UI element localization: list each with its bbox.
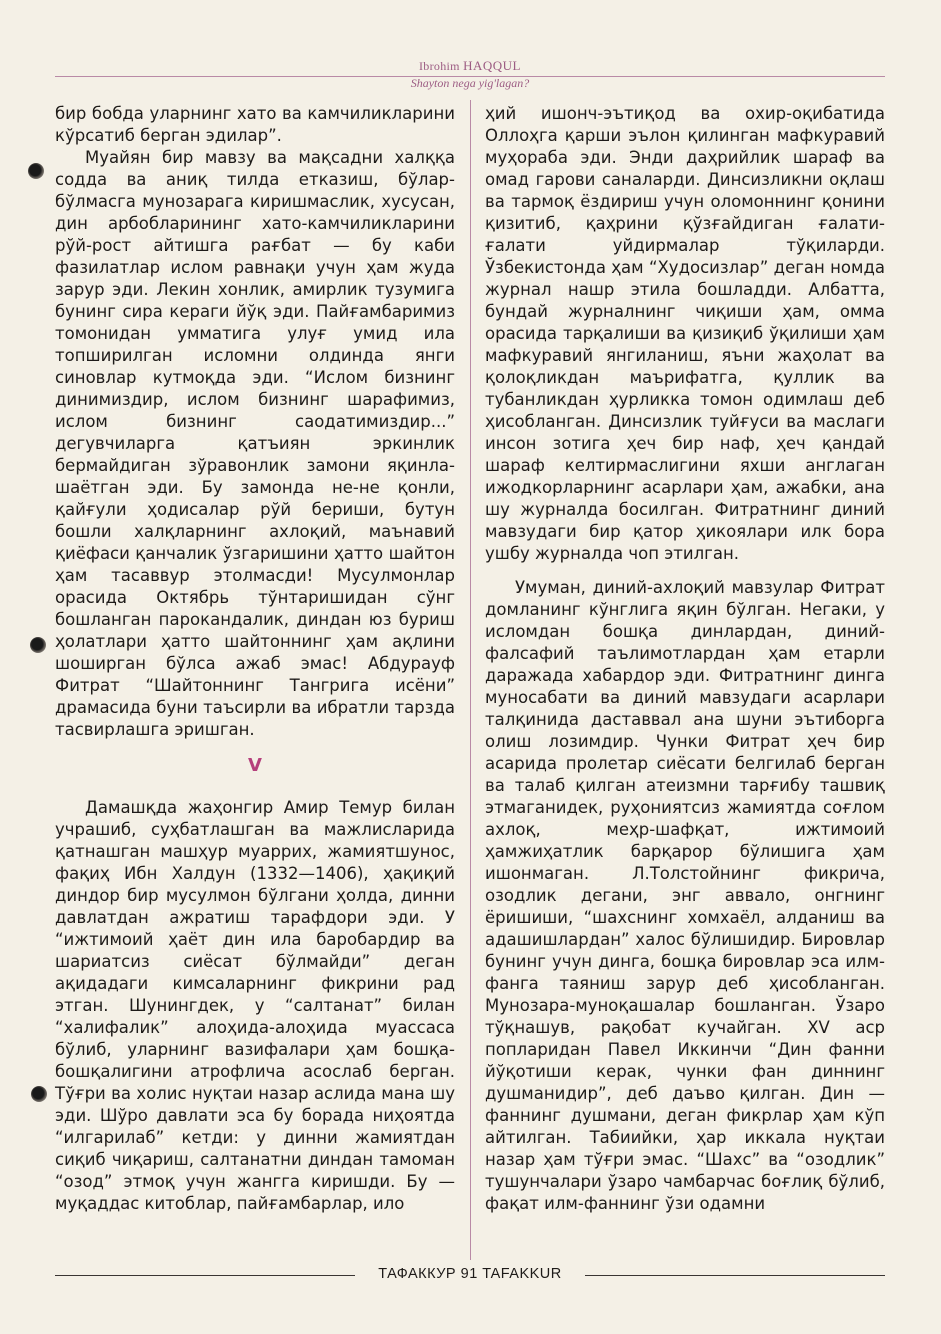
header-rule — [55, 76, 885, 77]
footer-text: ТАФАККУР 91 TAFAKKUR — [378, 1266, 562, 1282]
column-divider — [470, 100, 471, 1260]
left-paragraph-3: Дамашқда жаҳонгир Амир Темур билан учрашиб, суҳбатлашган ва мажлисларида қатнашган машҳур муаррих, жамиятшунос, фақиҳ Ибн Халдун (1332—1406), ҳақиқий диндор бир мусулмон бўлгани ҳолда, динни давлатдан ажратиш тарафдори эди. У “ижтимоий ҳаёт дин ила баробардир ва шариатсиз сиёсат бўлмайди” деган ақидадаги кимсаларнинг фикрини рад этган. Шунингдек, у “салтанат” билан “халифалик” алоҳида-алоҳида муассаса бўлиб, уларнинг вазифалари ҳам бошқа-бошқалигини атрофлича асослаб берган. Тўғри ва холис нуқтаи назар аслида мана шу эди. Шўро давлати эса бу борада ниҳоятда “илгарилаб” кетди: у динни жамиятдан сиқиб чиқариш, салтанатни диндан тамоман “озод” этмоқ учун жангга киришди. Бу — муқаддас китоблар, пайғамбарлар, ило — [55, 798, 455, 1213]
right-column — [485, 103, 885, 1215]
section-number: V — [248, 755, 262, 776]
binder-hole-bottom — [31, 1086, 47, 1102]
page-footer — [55, 1263, 885, 1287]
left-paragraph-2: Муайян бир мавзу ва мақсадни халққа содда ва аниқ тилда етказиш, бўлар-бўлмасга мунозарага киришмаслик, хусусан, дин арбобларининг хато-камчиликларини рўй-рост айтишга рағбат — бу каби фазилатлар ислом равнақи учун ҳам жуда зарур эди. Лекин хонлик, амирлик тузумига бунинг сира кераги йўқ эди. Пайғамбаримиз томонидан умматига улуғ умид ила топширилган исломни олдинда янги синовлар кутмоқда эди. “Ислом бизнинг динимиздир, ислом бизнинг шарафимиз, ислом бизнинг саодатимиздир...” дегувчиларга қатъиян эркинлик бермайдиган зўравонлик замони яқинлашаётган эди. Бу замонда не-не қонли, қайғули ҳодисалар рўй бериши, бутун бошли халқларнинг ахлоқий, маънавий қиёфаси қанчалик ўзгаришини ҳатто шайтон ҳам тасаввур этолмасди! Мусулмонлар орасида Октябрь тўнтаришидан сўнг бошланган парокандалик, диндан юз буриш ҳолатлари ҳатто шайтоннинг ҳам ақлини шоширган бўлса ажаб эмас! Абдурауф Фитрат “Шайтоннинг Тангрига исёни” драмасида буни таъсирли ва ибратли тарзда тасвирлашга эришган. — [55, 148, 455, 739]
running-header — [385, 58, 555, 91]
author-last-name: HAQQUL — [463, 58, 521, 73]
binder-hole-middle — [30, 637, 46, 653]
footer-rule-right — [585, 1275, 885, 1276]
header-subtitle: Shayton nega yig'lagan? — [410, 76, 530, 90]
author-first-name: Ibrohim — [419, 59, 460, 73]
footer-rule-left — [55, 1275, 355, 1276]
header-author — [385, 58, 555, 74]
right-paragraph-1: ҳий ишонч-эътиқод ва охир-оқибатида Оллоҳга қарши эълон қилинган мафкуравий муҳораба эди. Энди даҳрийлик шараф ва омад гарови саналарди. Динсизликни оқлаш ва тармоқ ёздириш учун оломоннинг қонини қизитиб, қаҳрини қўзғайдиган ғалати-ғалати уйдирмалар тўқиларди. Ўзбекистонда ҳам “Худосизлар” деган номда журнал нашр этила бошладди. Албатта, бундай журналнинг чиқиши ҳам, омма орасида тарқалиши ва қизиқиб ўқилиши ҳам мафкуравий янгиланиш, яъни жаҳолат ва қолоқликдан маърифатга, қуллик ва тубанликдан ҳурликка томон одимлаш деб ҳисобланган. Динсизлик туйғуси ва маслаги инсон зотига ҳеч бир наф, ҳеч қандай шараф келтирмаслигини яхши англаган ижодкорларнинг асарлари ҳам, ажабки, ана шу журналда босилган. Фитратнинг диний мавзудаги бир қатор ҳикоялари илк бора ушбу журналда чоп этилган. — [485, 104, 885, 563]
right-paragraph-2: Умуман, диний-ахлоқий мавзулар Фитрат домланинг кўнглига яқин бўлган. Негаки, у исломдан бошқа динлардан, диний-фалсафий таълимотлардан ҳам етарли даражада хабардор эди. Фитратнинг динга муносабати ва диний мавзудаги асарлари талқинида даставвал ана шуни эътиборга олиш лозимдир. Чунки Фитрат ҳеч бир асарида пролетар сиёсати белгилаб берган ва талаб қилган атеизмни тарғибу ташвиқ этмаганидек, руҳониятсиз жамиятда соғлом ахлоқ, меҳр-шафқат, ижтимоий ҳамжиҳатлик барқарор бўлишига ҳам ишонмаган. Л.Толстойнинг фикрича, озодлик дегани, энг аввало, онгнинг ёришиши, “шахснинг хомхаёл, алданиш ва адашишлардан” халос бўлишидир. Бировлар бунинг учун динга, бошқа бировлар эса илм-фанга таяниш зарур деб ҳисобланган. Мунозара-муноқашалар бошланган. Ўзаро тўқнашув, рақобат кучайган. XV аср попларидан Павел Иккинчи “Дин фанни йўқотиши керак, чунки фан диннинг душманидир”, деб даъво қилган. Дин — фаннинг душмани, деган фикрлар ҳам кўп айтилган. Табиийки, ҳар иккала нуқтаи назар ҳам тўғри эмас. “Шахс” ва “озодлик” тушунчалари ўзаро чамбарчас боғлиқ бўлиб, фақат илм-фаннинг ўзи одамни — [485, 578, 885, 1213]
left-column — [55, 103, 455, 1215]
binder-hole-top — [28, 163, 44, 179]
left-paragraph-1: бир бобда уларнинг хато ва камчиликларини кўрсатиб берган эдилар”. — [55, 104, 455, 145]
